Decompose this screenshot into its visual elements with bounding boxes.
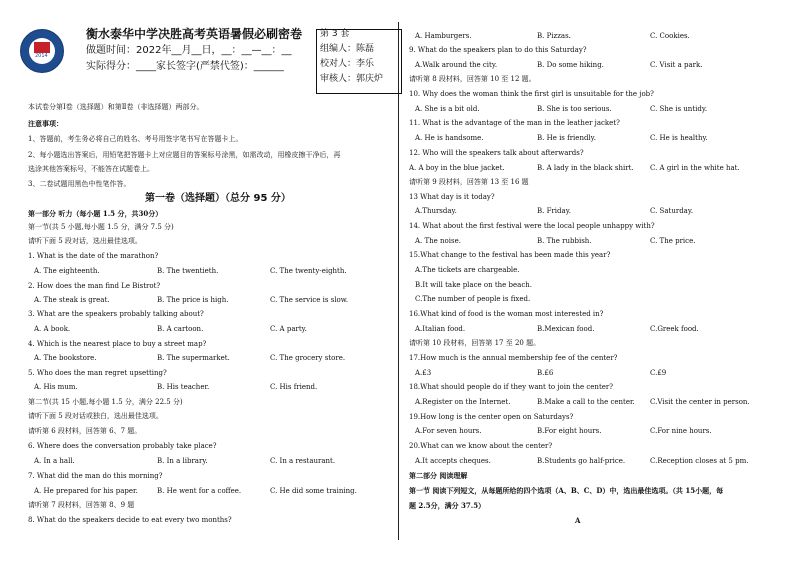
group-instruction: 请听第 6 段材料，回答第 6、7 题。 (28, 427, 142, 435)
option-b: B. Pizzas. (537, 32, 571, 40)
section2-instruction: 请听下面 5 段对话或独白，选出最佳选项。 (28, 412, 163, 420)
question: 15.What change to the festival has been made this year? (409, 251, 611, 259)
note-item: 选涂其他答案标号，不能答在试题卷上。 (28, 165, 154, 173)
score-line: 实际得分：____家长签字(严禁代签)：______ (86, 61, 284, 72)
option-b: B. The supermarket. (157, 354, 230, 362)
option-a: A.Walk around the city. (415, 61, 498, 69)
option-b: B. The rubbish. (537, 237, 592, 245)
question: 11. What is the advantage of the man in the leather jacket? (409, 119, 620, 127)
note-item: 3、二卷试题用黑色中性笔作答。 (28, 180, 131, 188)
option-c: C. The twenty-eighth. (270, 267, 347, 275)
option-a: A.The tickets are chargeable. (415, 266, 520, 274)
question: 4. Which is the nearest place to buy a street map? (28, 340, 207, 348)
emblem-year: 2014 (35, 53, 48, 59)
option-c: C.Reception closes at 5 pm. (650, 457, 749, 465)
option-b: B. The twentieth. (157, 267, 219, 275)
intro-text: 本试卷分第Ⅰ卷（选择题）和第Ⅱ卷（非选择题）两部分。 (28, 103, 204, 111)
section1-instruction: 请听下面 5 段对话，选出最佳选项。 (28, 237, 142, 245)
group-instruction: 请听第 8 段材料，回答第 10 至 12 题。 (409, 75, 536, 83)
school-emblem-icon (20, 29, 64, 73)
question: 17.How much is the annual membership fee of the center? (409, 354, 618, 362)
option-c: C. She is untidy. (650, 105, 708, 113)
question: 12. Who will the speakers talk about afterwards? (409, 149, 584, 157)
option-a: A. He prepared for his paper. (34, 487, 138, 495)
option-b: B. His teacher. (157, 383, 210, 391)
question: 16.What kind of food is the woman most interested in? (409, 310, 604, 318)
option-a: A.Italian food. (415, 325, 466, 333)
option-a: A.Thursday. (415, 207, 457, 215)
option-b: B. He is friendly. (537, 134, 596, 142)
option-c: C.For nine hours. (650, 427, 712, 435)
question: 13 What day is it today? (409, 193, 495, 201)
option-b: B.Students go half-price. (537, 457, 626, 465)
section1-title: 第一节(共 5 小题,每小题 1.5 分，满分 7.5 分) (28, 223, 174, 231)
group-instruction: 请听第 9 段材料，回答第 13 至 16 题 (409, 178, 529, 186)
proofreader: 校对人：李乐 (320, 59, 375, 69)
part2-title: 第二部分 阅读理解 (409, 471, 468, 480)
option-c: C. The price. (650, 237, 696, 245)
question: 5. Who does the man regret upsetting? (28, 369, 167, 377)
option-a: A. The bookstore. (34, 354, 97, 362)
volume-title: 第一卷（选择题）（总分 95 分） (145, 193, 291, 204)
part2-section1-title: 第一节 阅读下列短文，从每题所给的四个选项（A、B、C、D）中，选出最佳选项。（共 15小题，每 (409, 486, 724, 495)
option-b: B. In a library. (157, 457, 208, 465)
option-a: A. The steak is great. (34, 296, 110, 304)
note-item: 2、每小题选出答案后，用铅笔把答题卡上对应题目的答案标号涂黑，如需改动，用橡皮擦干净后，再 (28, 151, 341, 159)
option-b: B. Do some hiking. (537, 61, 604, 69)
option-c: C. A girl in the white hat. (650, 164, 740, 172)
exam-title: 衡水泰华中学决胜高考英语暑假必刷密卷 (86, 27, 303, 41)
option-c: C. Visit a park. (650, 61, 703, 69)
question: 19.How long is the center open on Saturdays? (409, 413, 574, 421)
option-c: C. In a restaurant. (270, 457, 336, 465)
set-number: 第 3 套 (320, 29, 350, 39)
option-c: C.£9 (650, 369, 667, 377)
option-a: A. The eighteenth. (34, 267, 100, 275)
group-instruction: 请听第 7 段材料，回答第 8、9 题 (28, 501, 135, 509)
section2-title: 第二节(共 15 小题,每小题 1.5 分，满分 22.5 分) (28, 398, 183, 406)
time-line: 做题时间：2022年__月__日，__：__—__：__ (86, 45, 292, 56)
book-icon (34, 42, 50, 53)
option-a: A. A boy in the blue jacket. (409, 164, 505, 172)
option-c: C. He is healthy. (650, 134, 708, 142)
part1-title: 第一部分 听力（每小题 1.5 分，共30分） (28, 209, 163, 218)
option-c: C. Cookies. (650, 32, 690, 40)
option-a: A. In a hall. (34, 457, 75, 465)
question: 3. What are the speakers probably talking about? (28, 310, 204, 318)
option-b: B. She is too serious. (537, 105, 612, 113)
question: 14. What about the first festival were the local people unhappy with? (409, 222, 655, 230)
question: 2. How does the man find Le Bistrot? (28, 282, 161, 290)
option-c: C. The service is slow. (270, 296, 349, 304)
option-b: B.For eight hours. (537, 427, 602, 435)
option-b: B. A cartoon. (157, 325, 204, 333)
option-a: A. Hamburgers. (415, 32, 472, 40)
option-c: C. He did some training. (270, 487, 357, 495)
option-a: A. She is a bit old. (415, 105, 480, 113)
editor: 组编人：陈磊 (320, 44, 375, 54)
note-item: 1、答题前，考生务必将自己的姓名、考号用签字笔书写在答题卡上。 (28, 135, 243, 143)
question: 8. What do the speakers decide to eat every two months? (28, 516, 232, 524)
option-b: B.£6 (537, 369, 554, 377)
question: 10. Why does the woman think the first girl is unsuitable for the job? (409, 90, 654, 98)
option-c: C.The number of people is fixed. (415, 295, 531, 303)
option-c: C. His friend. (270, 383, 318, 391)
option-c: C. A party. (270, 325, 307, 333)
passage-label: A (575, 516, 581, 525)
option-c: C.Greek food. (650, 325, 699, 333)
option-c: C. The grocery store. (270, 354, 346, 362)
option-a: A.Register on the Internet. (415, 398, 511, 406)
option-a: A. The noise. (415, 237, 461, 245)
option-b: B.Mexican food. (537, 325, 595, 333)
question: 9. What do the speakers plan to do this Saturday? (409, 46, 587, 54)
question: 6. Where does the conversation probably take place? (28, 442, 217, 450)
reviewer: 审核人：郭庆炉 (320, 74, 384, 84)
question: 20.What can we know about the center? (409, 442, 553, 450)
part2-section1-title-cont: 题 2.5分，满分 37.5） (409, 501, 486, 510)
group-instruction: 请听第 10 段材料，回答第 17 至 20 题。 (409, 339, 541, 347)
option-b: B. A lady in the black shirt. (537, 164, 634, 172)
option-a: A. His mum. (34, 383, 78, 391)
option-a: A. He is handsome. (415, 134, 484, 142)
option-a: A. A book. (34, 325, 71, 333)
option-b: B. He went for a coffee. (157, 487, 242, 495)
question: 7. What did the man do this morning? (28, 472, 163, 480)
question: 18.What should people do if they want to join the center? (409, 383, 613, 391)
notes-title: 注意事项： (28, 119, 63, 128)
option-c: C.Visit the center in person. (650, 398, 750, 406)
option-b: B. The price is high. (157, 296, 229, 304)
column-divider (398, 22, 399, 540)
option-b: B.It will take place on the beach. (415, 281, 532, 289)
option-a: A.It accepts cheques. (415, 457, 491, 465)
option-b: B.Make a call to the center. (537, 398, 635, 406)
option-b: B. Friday. (537, 207, 571, 215)
option-a: A.For seven hours. (415, 427, 482, 435)
option-c: C. Saturday. (650, 207, 694, 215)
option-a: A.£3 (415, 369, 432, 377)
question: 1. What is the date of the marathon? (28, 252, 159, 260)
